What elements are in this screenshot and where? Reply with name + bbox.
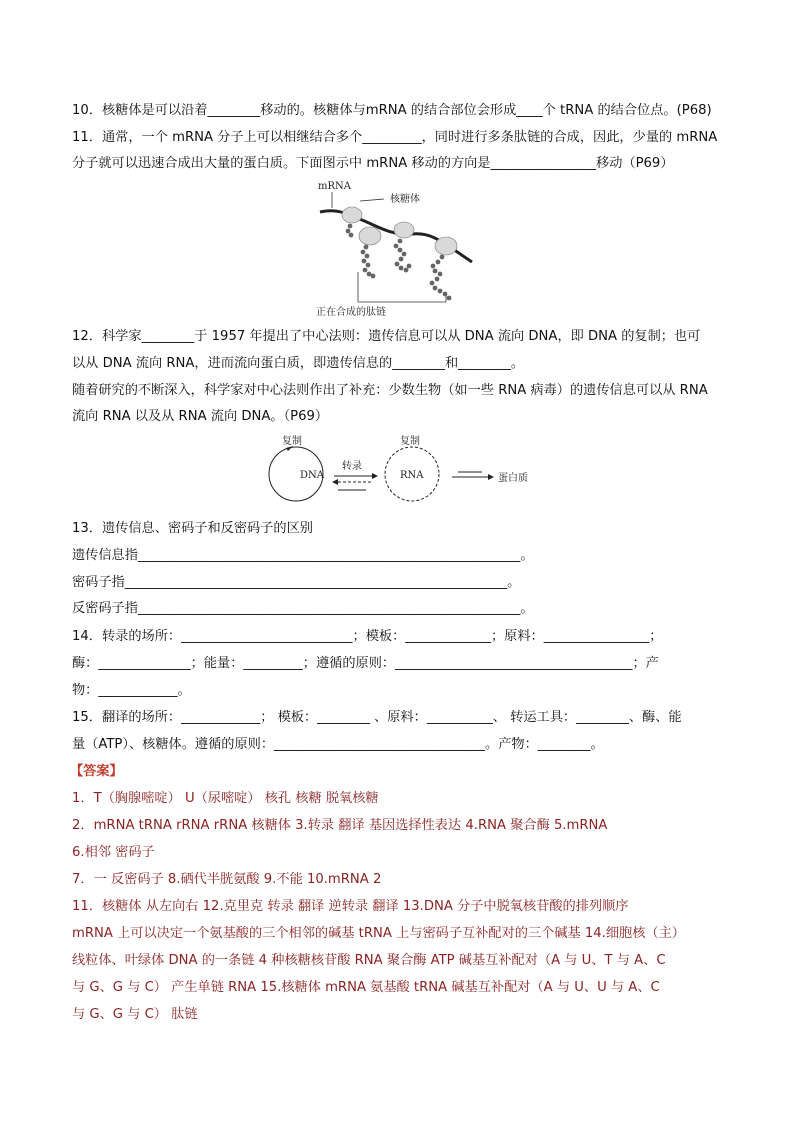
answer-11-line5: 与 G、G 与 C） 肽链 [72,1007,198,1022]
rna-label: RNA [400,470,424,481]
answer-11-line1: 11．核糖体 从左向右 12.克里克 转录 翻译 逆转录 翻译 13.DNA 分子中脱氧核苷酸的排列顺序 [72,899,629,914]
ribosome-label: 核糖体 [390,194,420,205]
question-14-line3: 物：____________。 [72,683,191,698]
question-12-line3: 随着研究的不断深入，科学家对中心法则作出了补充：少数生物（如一些 RNA 病毒）的遗传信息可以从 RNA [72,383,708,398]
peptide-label: 正在合成的肽链 [316,307,386,318]
answer-11-line2: mRNA 上可以决定一个氨基酸的三个相邻的碱基 tRNA 上与密码子互补配对的三个碱基 14.细胞核（主） [72,926,685,941]
question-12-line4: 流向 RNA 以及从 RNA 流向 DNA。（P69） [72,409,329,424]
question-13-line1: 遗传信息指__________________________________________________________。 [72,548,534,563]
ribosome-4 [435,237,457,255]
answer-11-line4: 与 G、G 与 C） 产生单链 RNA 15.核糖体 mRNA 氨基酸 tRNA 碱基互补配对（A 与 U、U 与 A、C [72,980,660,995]
dna-label: DNA [300,470,324,481]
protein-label: 蛋白质 [498,473,528,484]
question-13-line3: 反密码子指__________________________________________________________。 [72,601,534,616]
answer-2-line2: 6.相邻 密码子 [72,845,155,860]
answer-1: 1．T（胸腺嘧啶） U（尿嘧啶） 核孔 核糖 脱氧核糖 [72,791,379,806]
rna-replication-label: 复制 [400,436,420,447]
question-13-title: 13．遗传信息、密码子和反密码子的区别 [72,521,313,536]
answer-header: 【答案】 [70,764,123,779]
question-15-line1: 15．翻译的场所：____________； 模板：________ 、原料：__________、 转运工具：________、酶、能 [72,710,682,725]
question-14-line1: 14．转录的场所：__________________________；模板：_____________；原料：________________； [72,629,663,644]
question-15-line2: 量（ATP）、核糖体。遵循的原则：________________________________。产物：________。 [72,737,604,752]
answer-7: 7．一 反密码子 8.硒代半胱氨酸 9.不能 10.mRNA 2 [72,872,382,887]
question-11-line2: 分子就可以迅速合成出大量的蛋白质。下面图示中 mRNA 移动的方向是________________移动（P69） [72,156,674,171]
central-dogma-figure [262,434,542,504]
ribosome-1 [342,207,362,223]
question-14-line2: 酶：______________；能量：_________；遵循的原则：____________________________________；产 [72,656,659,671]
answer-2-line1: 2．mRNA tRNA rRNA rRNA 核糖体 3.转录 翻译 基因选择性表达 4.RNA 聚合酶 5.mRNA [72,818,608,833]
ribosome-mrna-figure [312,178,484,320]
transcription-label: 转录 [342,461,362,472]
ribosome-3 [394,222,414,238]
ribosome-2 [359,227,381,245]
question-10: 10．核糖体是可以沿着________移动的。核糖体与mRNA 的结合部位会形成____个 tRNA 的结合位点。(P68) [72,103,712,118]
dna-replication-label: 复制 [282,436,302,447]
question-13-line2: 密码子指__________________________________________________________。 [72,575,521,590]
mrna-label: mRNA [318,181,351,192]
question-11-line1: 11．通常，一个 mRNA 分子上可以相继结合多个_________，同时进行多条肽链的合成，因此，少量的 mRNA [72,130,718,145]
question-12-line1: 12．科学家________于 1957 年提出了中心法则：遗传信息可以从 DNA 流向 DNA，即 DNA 的复制；也可 [72,329,701,344]
question-12-line2: 以从 DNA 流向 RNA，进而流向蛋白质，即遗传信息的________和________。 [72,356,525,371]
answer-11-line3: 线粒体、叶绿体 DNA 的一条链 4 种核糖核苷酸 RNA 聚合酶 ATP 碱基互补配对（A 与 U、T 与 A、C [72,953,666,968]
